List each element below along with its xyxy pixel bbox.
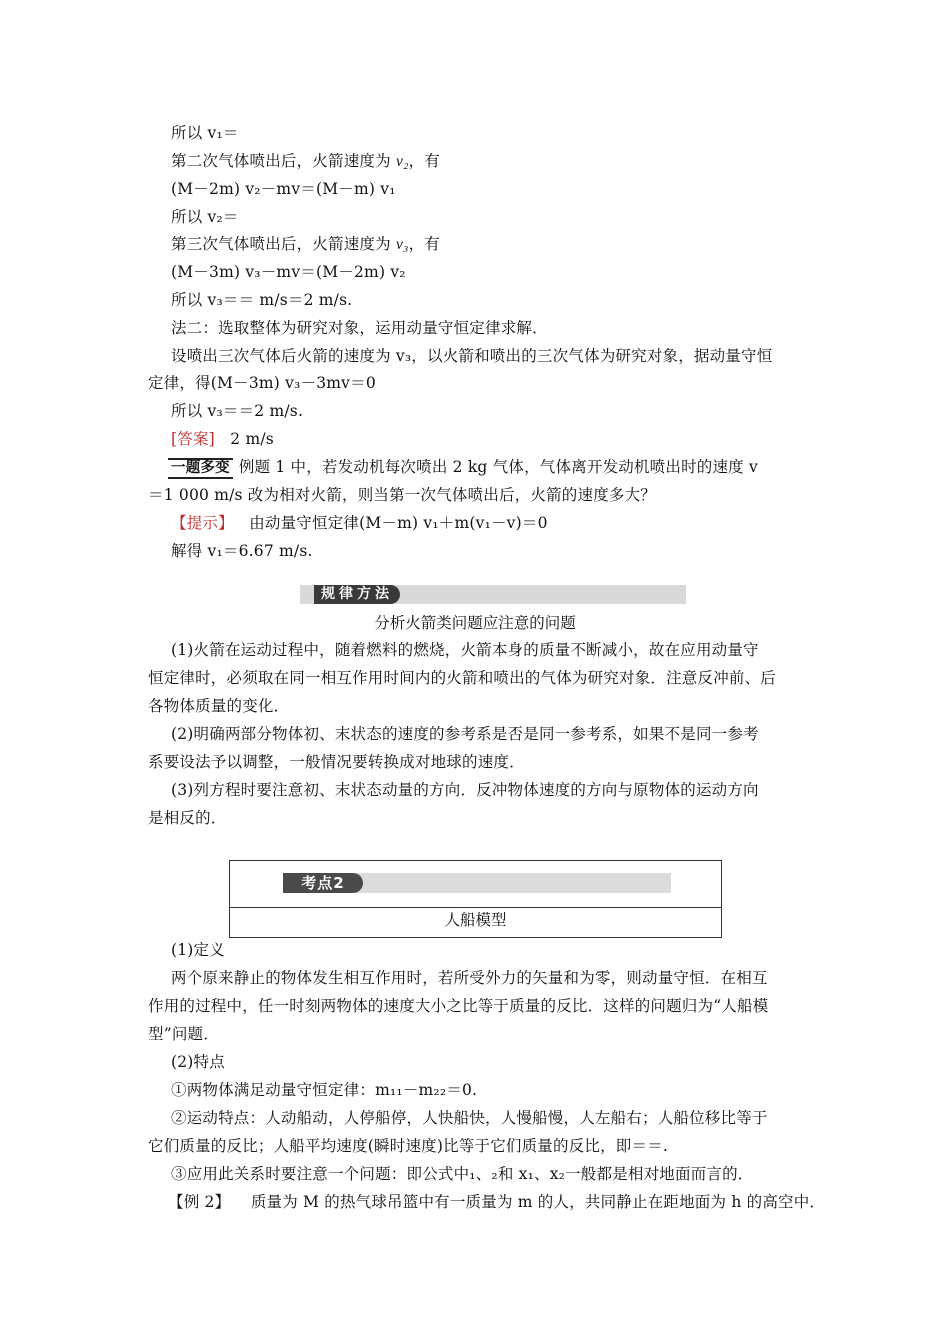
topic-subtitle: 人船模型 (444, 911, 507, 929)
method-p1: 恒定律时，必须取在同一相互作用时间内的火箭和喷出的气体为研究对象．注意反冲前、后 (148, 669, 777, 687)
feature-line: ①两物体满足动量守恒定律：m₁₁－m₂₂＝0. (171, 1081, 478, 1099)
line-v1: 所以 v₁＝ (171, 124, 239, 142)
example-line: 【例 2】 质量为 M 的热气球吊篮中有一质量为 m 的人，共同静止在距地面为 h 的高空中． (168, 1193, 826, 1211)
line-v3: 所以 v₃＝＝ m/s＝2 m/s. (171, 291, 353, 309)
method-p2: 系要设法予以调整，一般情况要转换成对地球的速度． (148, 753, 525, 771)
definition-heading: (1)定义 (171, 941, 225, 959)
definition-line: 作用的过程中，任一时刻两物体的速度大小之比等于质量的反比．这样的问题归为“人船模 (148, 997, 769, 1015)
topic-label: 考点2 (283, 873, 363, 893)
line-v3-result: 所以 v₃＝＝2 m/s. (171, 402, 304, 420)
paragraph-line: 定律，得(M－3m) v₃－3mv＝0 (148, 374, 376, 392)
feature-line: ②运动特点：人动船动，人停船停，人快船快，人慢船慢，人左船右；人船位移比等于 (171, 1109, 768, 1127)
method-p1: (1)火箭在运动过程中，随着燃料的燃烧，火箭本身的质量不断减小，故在应用动量守 (171, 641, 759, 659)
topic-divider (230, 907, 721, 908)
equation-3: (M－3m) v₃－mv＝(M－2m) v₂ (171, 263, 406, 281)
feature-line: ③应用此关系时要注意一个问题：即公式中₁、₂和 x₁、x₂一般都是相对地面而言的． (171, 1165, 754, 1183)
method-p2: (2)明确两部分物体初、末状态的速度的参考系是否是同一参考系，如果不是同一参考 (171, 725, 759, 743)
equation-2: (M－2m) v₂－mv＝(M－m) v₁ (171, 180, 396, 198)
topic-box (229, 860, 722, 938)
hint-tag: 【提示】 (171, 514, 234, 532)
topic-bar (283, 873, 671, 893)
method-p1: 各物体质量的变化． (148, 697, 290, 715)
feature-heading: (2)特点 (171, 1053, 225, 1071)
feature-line: 它们质量的反比；人船平均速度(瞬时速度)比等于它们质量的反比，即＝＝. (148, 1137, 669, 1155)
paragraph-line: 设喷出三次气体后火箭的速度为 v₃，以火箭和喷出的三次气体为研究对象，据动量守恒 (171, 347, 773, 365)
line-third-spray: 第三次气体喷出后，火箭速度为 v₃，有 (171, 235, 441, 253)
method-p3: 是相反的． (148, 809, 227, 827)
method-title: 分析火箭类问题应注意的问题 (374, 614, 576, 632)
answer-value: 2 m/s (230, 430, 274, 448)
variant-line-2: ＝1 000 m/s 改为相对火箭，则当第一次气体喷出后，火箭的速度多大？ (148, 486, 657, 504)
variant-tag: 一题多变 (168, 458, 233, 479)
example-tag: 【例 2】 (168, 1193, 231, 1211)
variant-line: 一题多变 例题 1 中，若发动机每次喷出 2 kg 气体，气体离开发动机喷出时的速度 v (168, 457, 758, 479)
hint-line: 【提示】 由动量守恒定律(M－m) v₁＋m(v₁－v)＝0 (171, 514, 548, 532)
solve-line: 解得 v₁＝6.67 m/s. (171, 542, 313, 560)
definition-line: 两个原来静止的物体发生相互作用时，若所受外力的矢量和为零，则动量守恒．在相互 (171, 969, 768, 987)
method-banner (300, 585, 686, 604)
line-second-spray: 第二次气体喷出后，火箭速度为 v₂，有 (171, 152, 441, 170)
line-v2: 所以 v₂＝ (171, 208, 239, 226)
answer-tag: [答案] (171, 430, 215, 448)
answer-line (171, 429, 274, 449)
definition-line: 型”问题． (148, 1025, 219, 1043)
method-banner-label: 规律方法 (314, 585, 400, 604)
method-p3: (3)列方程时要注意初、末状态动量的方向．反冲物体速度的方向与原物体的运动方向 (171, 781, 759, 799)
method-two: 法二：选取整体为研究对象，运用动量守恒定律求解． (171, 319, 548, 337)
